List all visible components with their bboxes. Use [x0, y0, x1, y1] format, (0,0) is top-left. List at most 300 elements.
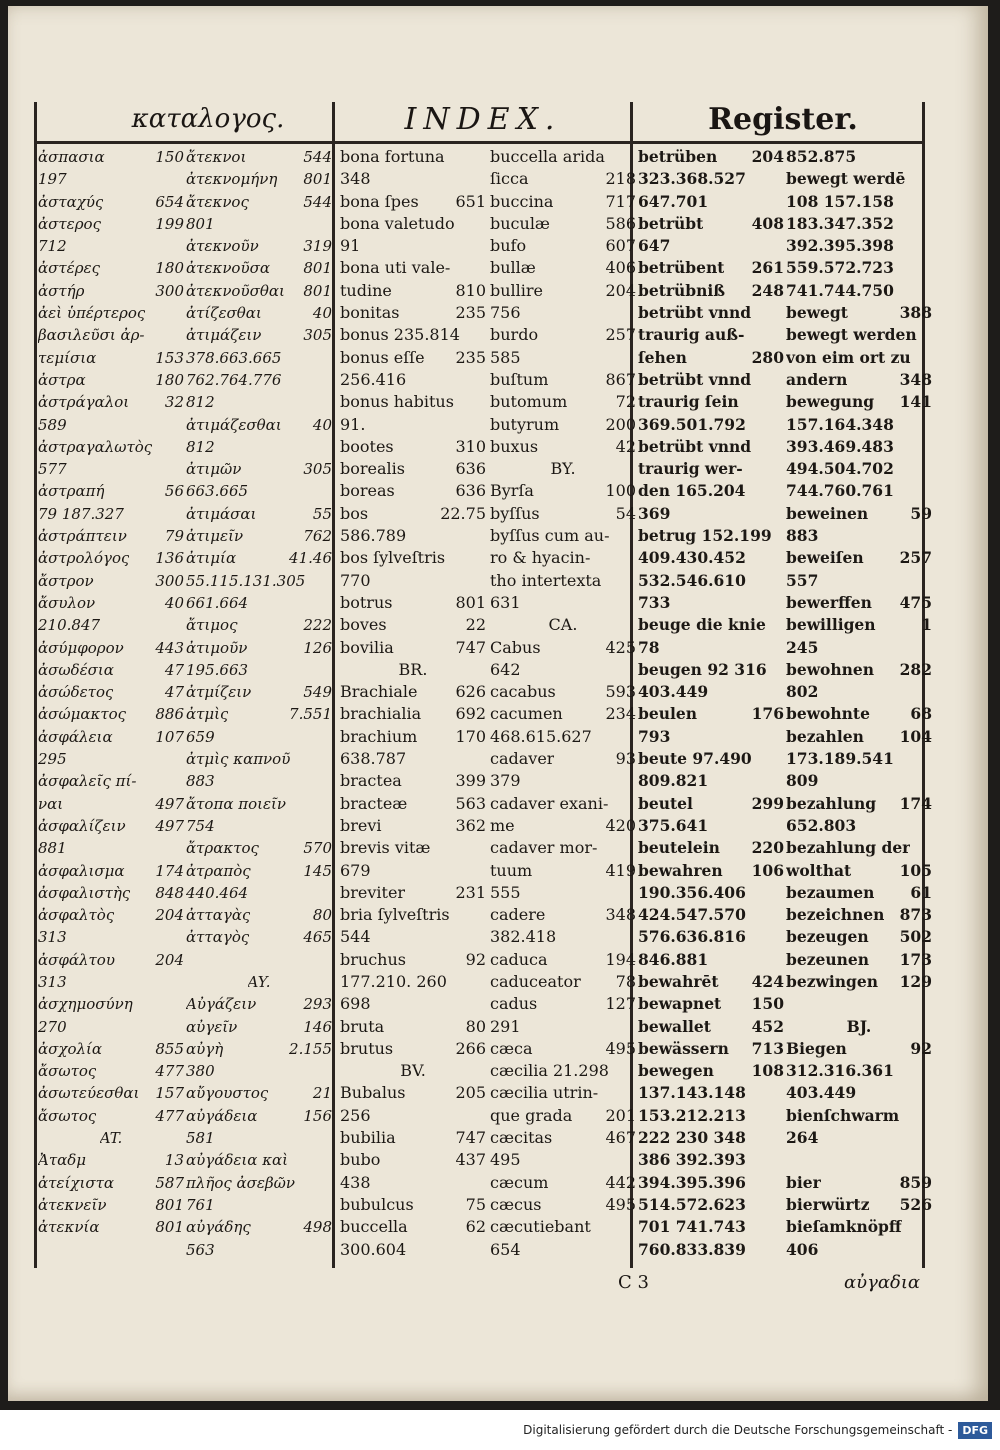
entry-page-ref: 1 [921, 615, 932, 635]
entry-page-ref: 300 [155, 281, 184, 300]
index-entry [38, 235, 184, 257]
index-entry [340, 681, 486, 703]
index-entry [340, 904, 486, 926]
entry-term: bubulcus [340, 1194, 414, 1214]
entry-term: 809.821 [638, 771, 709, 791]
entry-term: 79 187.327 [38, 504, 124, 523]
index-entry [340, 503, 486, 525]
header-rule [34, 141, 924, 144]
entry-term: ἀτμὶς καπνοῦ [186, 750, 291, 769]
greek-col-1 [38, 146, 184, 1239]
index-entry [186, 748, 332, 770]
index-entry [340, 1239, 486, 1261]
entry-term: 852.875 [786, 147, 857, 166]
index-entry [638, 793, 784, 815]
index-entry [340, 949, 486, 971]
index-entry [38, 391, 184, 413]
entry-term: 712 [38, 237, 67, 256]
index-entry [38, 1060, 184, 1082]
index-entry [638, 637, 784, 659]
entry-page-ref: 762 [303, 527, 332, 546]
index-entry [638, 726, 784, 748]
entry-term: brachialia [340, 704, 422, 724]
entry-term: butomum [490, 392, 568, 412]
index-entry [340, 191, 486, 213]
index-entry [38, 369, 184, 391]
entry-page-ref: 231 [455, 882, 486, 902]
index-entry [186, 257, 332, 279]
entry-page-ref: 855 [155, 1039, 184, 1058]
index-entry [490, 1105, 636, 1127]
entry-term: ἀστέρες [38, 259, 100, 278]
index-entry [786, 458, 932, 480]
entry-term: 137.143.148 [638, 1083, 746, 1103]
entry-page-ref: 156 [303, 1106, 332, 1125]
entry-term: 177.210. 260 [340, 971, 447, 991]
entry-page-ref: 62 [465, 1217, 486, 1237]
entry-term: bullire [490, 280, 544, 300]
entry-term: 701 741.743 [638, 1217, 746, 1237]
index-entry [186, 324, 332, 346]
index-entry [38, 882, 184, 904]
entry-term: bezeichnen [786, 905, 885, 925]
entry-page-ref: 873 [899, 905, 932, 925]
entry-page-ref: 106 [751, 860, 784, 880]
index-entry [186, 949, 332, 971]
index-entry [638, 257, 784, 279]
entry-term: bewohnte [786, 704, 870, 724]
entry-term: bierwürtz [786, 1194, 870, 1214]
entry-term: ναι [38, 794, 64, 813]
entry-term: buccella [340, 1217, 408, 1237]
index-entry [490, 882, 636, 904]
entry-term: ἀστρολόγος [38, 549, 130, 568]
index-entry [186, 1082, 332, 1104]
entry-term: 744.760.761 [786, 481, 894, 501]
entry-page-ref: 40 [312, 304, 332, 323]
index-entry [186, 904, 332, 926]
index-entry [490, 1194, 636, 1216]
index-entry [490, 257, 636, 279]
entry-term: bufo [490, 236, 527, 256]
index-entry [786, 614, 932, 636]
entry-page-ref: 692 [455, 704, 486, 724]
entry-term: 555 [490, 882, 521, 902]
entry-term: buccina [490, 191, 554, 211]
index-entry [340, 703, 486, 725]
index-entry [490, 1239, 636, 1261]
entry-page-ref: 261 [751, 258, 784, 278]
index-entry [340, 1216, 486, 1238]
entry-term: butyrum [490, 414, 560, 434]
index-entry [786, 480, 932, 502]
entry-term: ἀτεκνοῦσα [186, 259, 270, 278]
index-entry [38, 436, 184, 458]
index-entry [340, 302, 486, 324]
entry-page-ref: 299 [751, 793, 784, 813]
entry-page-ref: 108 [751, 1061, 784, 1081]
index-entry [186, 1172, 332, 1194]
entry-page-ref: 248 [751, 280, 784, 300]
entry-term: borealis [340, 459, 405, 479]
index-entry [38, 592, 184, 614]
entry-term: cadaver [490, 749, 555, 769]
index-entry [490, 993, 636, 1015]
entry-term: bewegung [786, 392, 875, 412]
entry-term: 78 [638, 637, 660, 657]
index-entry [38, 703, 184, 725]
entry-page-ref: 146 [303, 1017, 332, 1036]
entry-term: bewallet [638, 1016, 711, 1036]
entry-term: bona ſpes [340, 191, 419, 211]
index-entry [638, 1038, 784, 1060]
entry-term: bier [786, 1172, 821, 1192]
index-entry [340, 480, 486, 502]
entry-term: ἄσωτος [38, 1062, 97, 1081]
index-entry [490, 570, 636, 592]
index-entry [340, 1038, 486, 1060]
entry-term: Bubalus [340, 1083, 406, 1103]
entry-term: breviter [340, 882, 406, 902]
index-entry [38, 993, 184, 1015]
index-entry [186, 525, 332, 547]
entry-term: 313 [38, 928, 67, 947]
index-entry [786, 793, 932, 815]
entry-term: ἀτταγὰς [186, 906, 251, 925]
entry-page-ref: 266 [455, 1038, 486, 1058]
entry-term: byſſus cum au- [490, 526, 610, 546]
entry-term: ἀστράπτειν [38, 527, 127, 546]
index-entry [340, 280, 486, 302]
entry-term: buxus [490, 436, 539, 456]
entry-term: ἀσφαλιστὴς [38, 883, 131, 902]
index-entry [786, 1239, 932, 1261]
index-entry [38, 681, 184, 703]
entry-term: brutus [340, 1038, 394, 1058]
entry-term: 581 [186, 1129, 215, 1148]
index-entry [490, 146, 636, 168]
index-entry [38, 726, 184, 748]
index-entry [186, 168, 332, 190]
entry-term: ἀτεκνοῦν [186, 237, 259, 256]
entry-term: ἀσφάλεια [38, 727, 113, 746]
entry-page-ref: 127 [605, 994, 636, 1014]
entry-term: tuum [490, 860, 533, 880]
index-entry [638, 1060, 784, 1082]
entry-term: que grada [490, 1105, 573, 1125]
index-entry [340, 414, 486, 436]
entry-term: bewegt [786, 303, 848, 323]
entry-term: bonitas [340, 303, 400, 323]
index-entry [490, 837, 636, 859]
entry-page-ref: 408 [751, 213, 784, 233]
index-entry [638, 570, 784, 592]
entry-term: caduca [490, 949, 548, 969]
entry-term: cæcus [490, 1194, 542, 1214]
entry-term: 173.189.541 [786, 749, 894, 769]
index-entry [638, 681, 784, 703]
index-entry [786, 525, 932, 547]
entry-page-ref: 107 [155, 727, 184, 746]
entry-term: 256 [340, 1105, 371, 1125]
entry-term: ἀτεκνοῦσθαι [186, 281, 285, 300]
entry-page-ref: 636 [455, 459, 486, 479]
entry-term: 514.572.623 [638, 1194, 746, 1214]
entry-page-ref: 173 [899, 949, 932, 969]
entry-term: ἀστρα [38, 370, 86, 389]
entry-term: cadaver mor- [490, 838, 598, 858]
index-entry [786, 904, 932, 926]
index-entry [638, 391, 784, 413]
entry-term: 392.395.398 [786, 236, 894, 256]
index-entry [638, 168, 784, 190]
entry-page-ref: 180 [155, 370, 184, 389]
index-entry [186, 592, 332, 614]
entry-term: ἀτιμῶν [186, 460, 242, 479]
entry-page-ref: 61 [910, 882, 932, 902]
index-entry [490, 926, 636, 948]
entry-term: 760.833.839 [638, 1239, 746, 1259]
entry-term: caduceator [490, 971, 581, 991]
index-entry [786, 993, 932, 1015]
index-entry [638, 592, 784, 614]
index-entry [340, 1194, 486, 1216]
entry-term: ἀτμὶς [186, 705, 229, 724]
latin-col-2 [490, 146, 636, 1261]
entry-term: 91 [340, 236, 361, 256]
index-entry [786, 436, 932, 458]
index-entry [638, 525, 784, 547]
index-entry [38, 659, 184, 681]
index-entry [340, 1172, 486, 1194]
index-entry [786, 1149, 932, 1171]
entry-page-ref: 55 [312, 504, 332, 523]
entry-term: τεμίσια [38, 348, 97, 367]
entry-page-ref: 442 [605, 1172, 636, 1192]
index-entry [786, 837, 932, 859]
index-entry [786, 1082, 932, 1104]
index-entry [490, 347, 636, 369]
index-entry [638, 414, 784, 436]
entry-term: bona uti vale- [340, 258, 451, 278]
entry-term: 440.464 [186, 883, 249, 902]
index-entry [490, 949, 636, 971]
entry-page-ref: 47 [164, 683, 184, 702]
entry-term: 403.449 [786, 1083, 857, 1103]
entry-page-ref: 92 [465, 949, 486, 969]
entry-page-ref: 136 [155, 549, 184, 568]
entry-term: ἀτεκνία [38, 1218, 100, 1237]
index-entry [38, 168, 184, 190]
entry-page-ref: 75 [465, 1194, 486, 1214]
entry-page-ref: 801 [303, 170, 332, 189]
entry-page-ref: 362 [455, 815, 486, 835]
entry-term: BV. [400, 1061, 426, 1081]
index-entry [638, 1105, 784, 1127]
index-entry [490, 391, 636, 413]
index-entry [638, 659, 784, 681]
entry-term: beugen 92 316 [638, 659, 767, 679]
dfg-logo: DFG [958, 1422, 992, 1439]
entry-term: 222 230 348 [638, 1128, 746, 1148]
entry-term: bewegt werdē [786, 169, 906, 189]
index-entry [786, 146, 932, 168]
catchword: αὐγαδια [844, 1272, 921, 1293]
index-entry [638, 993, 784, 1015]
entry-page-ref: 42 [615, 436, 636, 456]
entry-page-ref: 13 [164, 1151, 184, 1170]
index-entry [340, 436, 486, 458]
index-entry [490, 302, 636, 324]
entry-term: traurig auß- [638, 325, 745, 345]
entry-term: ἀσφαλεῖς πί- [38, 772, 137, 791]
entry-term: 793 [638, 726, 671, 746]
index-entry [38, 637, 184, 659]
entry-page-ref: 222 [303, 616, 332, 635]
entry-term: 733 [638, 592, 671, 612]
index-entry [38, 748, 184, 770]
index-entry [786, 570, 932, 592]
german-col-2 [786, 146, 932, 1261]
column-rule [332, 102, 335, 1268]
entry-page-ref: 801 [155, 1195, 184, 1214]
entry-term: ἀσώδετος [38, 683, 114, 702]
entry-term: betrübt vnnd [638, 303, 752, 323]
index-entry [186, 191, 332, 213]
section-heading [186, 971, 332, 993]
entry-term: Αὐγάζειν [186, 995, 257, 1014]
entry-term: 369 [638, 503, 671, 523]
entry-term: cæcilia 21.298 [490, 1061, 609, 1081]
entry-term: beweinen [786, 503, 869, 523]
entry-page-ref: 651 [455, 191, 486, 211]
index-entry [186, 703, 332, 725]
entry-term: ἄτιμος [186, 616, 238, 635]
index-entry [340, 860, 486, 882]
entry-term: den 165.204 [638, 481, 746, 501]
book-page [8, 6, 988, 1401]
entry-term: von eim ort zu [786, 347, 911, 367]
entry-page-ref: 129 [899, 971, 932, 991]
index-entry [38, 1172, 184, 1194]
entry-term: 55.115.131.305 [186, 571, 306, 590]
entry-term: 369.501.792 [638, 414, 746, 434]
index-entry [186, 213, 332, 235]
entry-term: 197 [38, 170, 67, 189]
entry-term: 394.395.396 [638, 1172, 746, 1192]
entry-term: 809 [786, 771, 819, 791]
index-entry [38, 146, 184, 168]
index-entry [38, 324, 184, 346]
index-entry [638, 748, 784, 770]
index-entry [638, 280, 784, 302]
entry-term: bullæ [490, 258, 536, 278]
entry-term: ἄσωτος [38, 1106, 97, 1125]
index-entry [186, 1127, 332, 1149]
index-entry [786, 703, 932, 725]
index-entry [38, 926, 184, 948]
entry-page-ref: 886 [155, 705, 184, 724]
index-entry [340, 458, 486, 480]
index-entry [638, 213, 784, 235]
entry-term: AY. [247, 972, 271, 991]
index-entry [786, 503, 932, 525]
entry-term: 638.787 [340, 749, 407, 769]
index-entry [38, 793, 184, 815]
index-entry [638, 369, 784, 391]
index-entry [786, 726, 932, 748]
index-entry [638, 480, 784, 502]
index-entry [490, 726, 636, 748]
index-entry [490, 1038, 636, 1060]
index-entry [340, 614, 486, 636]
entry-term: 183.347.352 [786, 213, 894, 233]
index-entry [186, 1149, 332, 1171]
index-entry [786, 971, 932, 993]
entry-page-ref: 174 [899, 793, 932, 813]
entry-term: CA. [548, 615, 578, 635]
entry-page-ref: 72 [615, 392, 636, 412]
entry-term: ἄτεκνοι [186, 148, 247, 166]
index-entry [786, 1216, 932, 1238]
section-heading [490, 614, 636, 636]
entry-term: cæcutiebant [490, 1217, 591, 1237]
entry-page-ref: 319 [303, 237, 332, 256]
index-entry [186, 503, 332, 525]
entry-term: beutelein [638, 838, 720, 858]
entry-page-ref: 526 [899, 1194, 932, 1214]
entry-term: 642 [490, 659, 521, 679]
index-entry [638, 458, 784, 480]
index-entry [340, 815, 486, 837]
entry-page-ref: 497 [155, 794, 184, 813]
index-entry [638, 904, 784, 926]
index-entry [638, 347, 784, 369]
entry-term: bubo [340, 1150, 381, 1170]
index-entry [186, 882, 332, 904]
banner-text: Digitalisierung gefördert durch die Deutsche Forschungsgemeinschaft - [523, 1423, 953, 1437]
entry-term: ἀσωτεύεσθαι [38, 1084, 140, 1103]
entry-term: 881 [38, 839, 67, 858]
index-entry [786, 770, 932, 792]
entry-page-ref: 104 [899, 726, 932, 746]
entry-page-ref: 747 [455, 1128, 486, 1148]
entry-term: cacumen [490, 704, 563, 724]
entry-term: 495 [490, 1150, 521, 1170]
index-entry [786, 168, 932, 190]
entry-term: ἄτρακτος [186, 839, 259, 858]
entry-term: ἀσύμφορον [38, 638, 124, 657]
index-entry [638, 614, 784, 636]
index-entry [490, 1172, 636, 1194]
index-entry [490, 414, 636, 436]
index-entry [490, 681, 636, 703]
entry-page-ref: 859 [899, 1172, 932, 1192]
index-entry [490, 324, 636, 346]
section-heading [340, 1060, 486, 1082]
entry-term: 264 [786, 1128, 819, 1148]
entry-term: ἀτμίζειν [186, 683, 252, 702]
index-entry [638, 1082, 784, 1104]
entry-term: ἀτιμοῦν [186, 638, 248, 657]
german-col-1 [638, 146, 784, 1261]
index-entry [38, 191, 184, 213]
entry-page-ref: 717 [605, 191, 636, 211]
entry-page-ref: 848 [155, 883, 184, 902]
entry-page-ref: 477 [155, 1106, 184, 1125]
index-entry [786, 1127, 932, 1149]
entry-term: 300.604 [340, 1239, 407, 1259]
